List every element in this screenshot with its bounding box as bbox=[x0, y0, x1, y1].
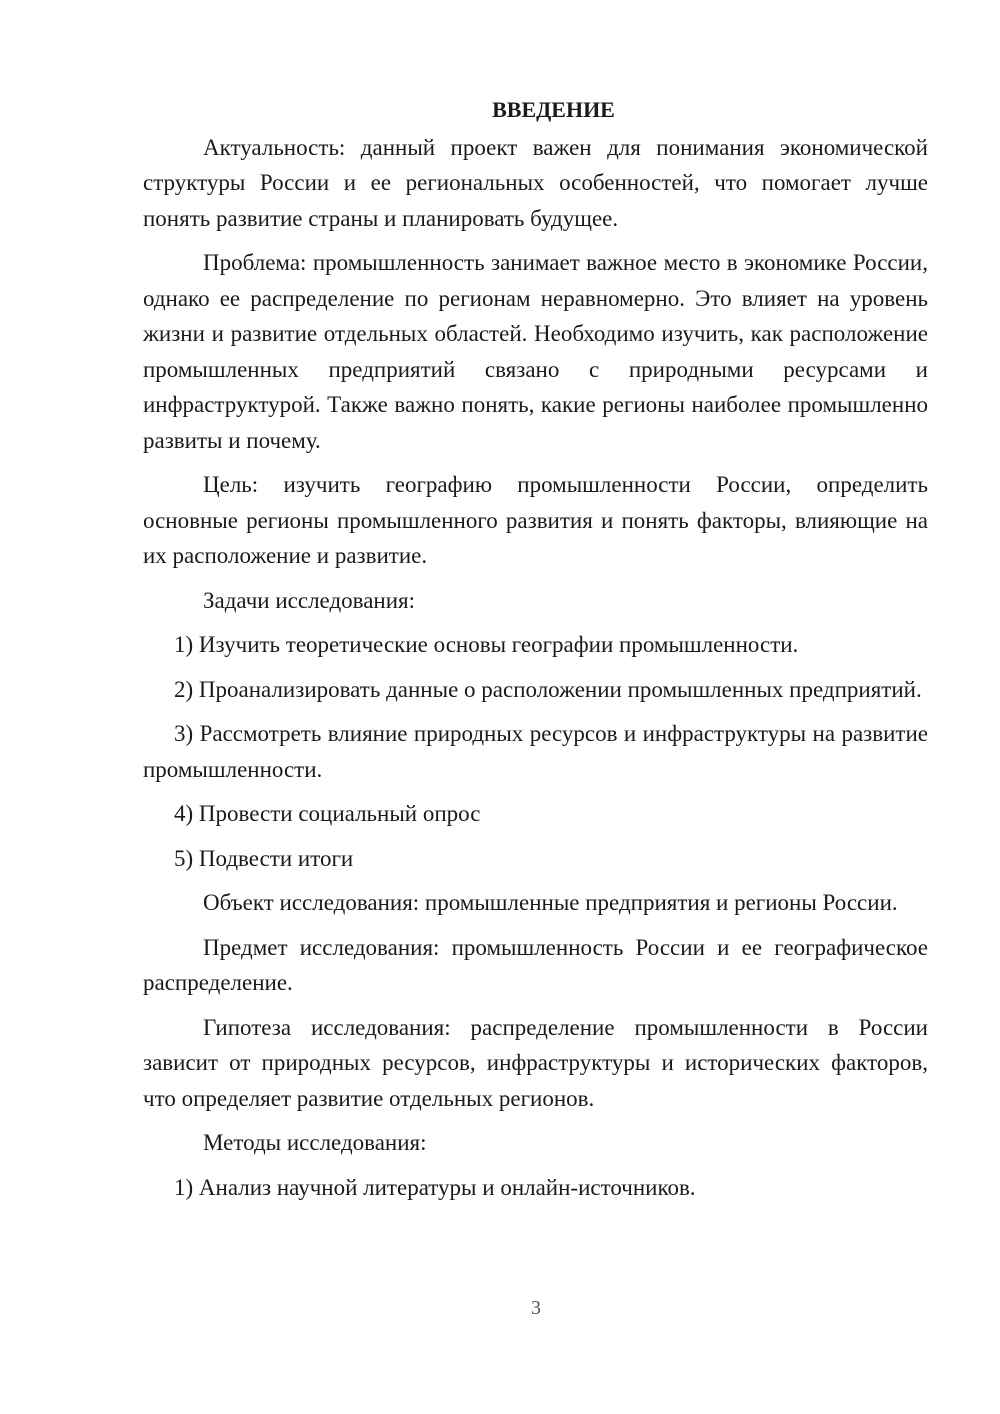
page-number: 3 bbox=[531, 1297, 541, 1319]
paragraph-subject: Предмет исследования: промышленность России и ее географическое распределение. bbox=[143, 934, 928, 995]
task-item-2: 2) Проанализировать данные о расположении промышленных предприятий. bbox=[174, 676, 922, 702]
method-item-1: 1) Анализ научной литературы и онлайн-источников. bbox=[174, 1174, 696, 1200]
document-body bbox=[143, 92, 928, 1214]
paragraph-goal: Цель: изучить географию промышленности России, определить основные регионы промышленного развития и понять факторы, влияющие на их расположение и развитие. bbox=[143, 472, 928, 568]
paragraph-problem: Проблема: промышленность занимает важное место в экономике России, однако ее распределение по регионам неравномерно. Это влияет на уровень жизни и развитие отдельных областей. Необходимо изучить, как расположение промышленных предприятий связано с природными ресурсами и инфраструктурой. Также важно понять, какие регионы наиболее промышленно развиты и почему. bbox=[143, 250, 928, 453]
task-item-5: 5) Подвести итоги bbox=[174, 845, 354, 871]
tasks-heading: Задачи исследования: bbox=[203, 587, 416, 613]
task-item-1: 1) Изучить теоретические основы географии промышленности. bbox=[174, 632, 799, 657]
task-item-4: 4) Провести социальный опрос bbox=[174, 801, 481, 826]
methods-heading: Методы исследования: bbox=[203, 1130, 427, 1155]
paragraph-object: Объект исследования: промышленные предприятия и регионы России. bbox=[203, 890, 898, 915]
paragraph-hypothesis: Гипотеза исследования: распределение промышленности в России зависит от природных ресурсов, инфраструктуры и исторических факторов, что определяет развитие отдельных регионов. bbox=[143, 1014, 928, 1111]
paragraph-relevance: Актуальность: данный проект важен для понимания экономической структуры России и ее региональных особенностей, что помогает лучше понять развитие страны и планировать будущее. bbox=[143, 134, 928, 231]
section-title: ВВЕДЕНИЕ bbox=[492, 97, 615, 122]
task-item-3: 3) Рассмотреть влияние природных ресурсов и инфраструктуры на развитие промышленности. bbox=[143, 721, 928, 782]
